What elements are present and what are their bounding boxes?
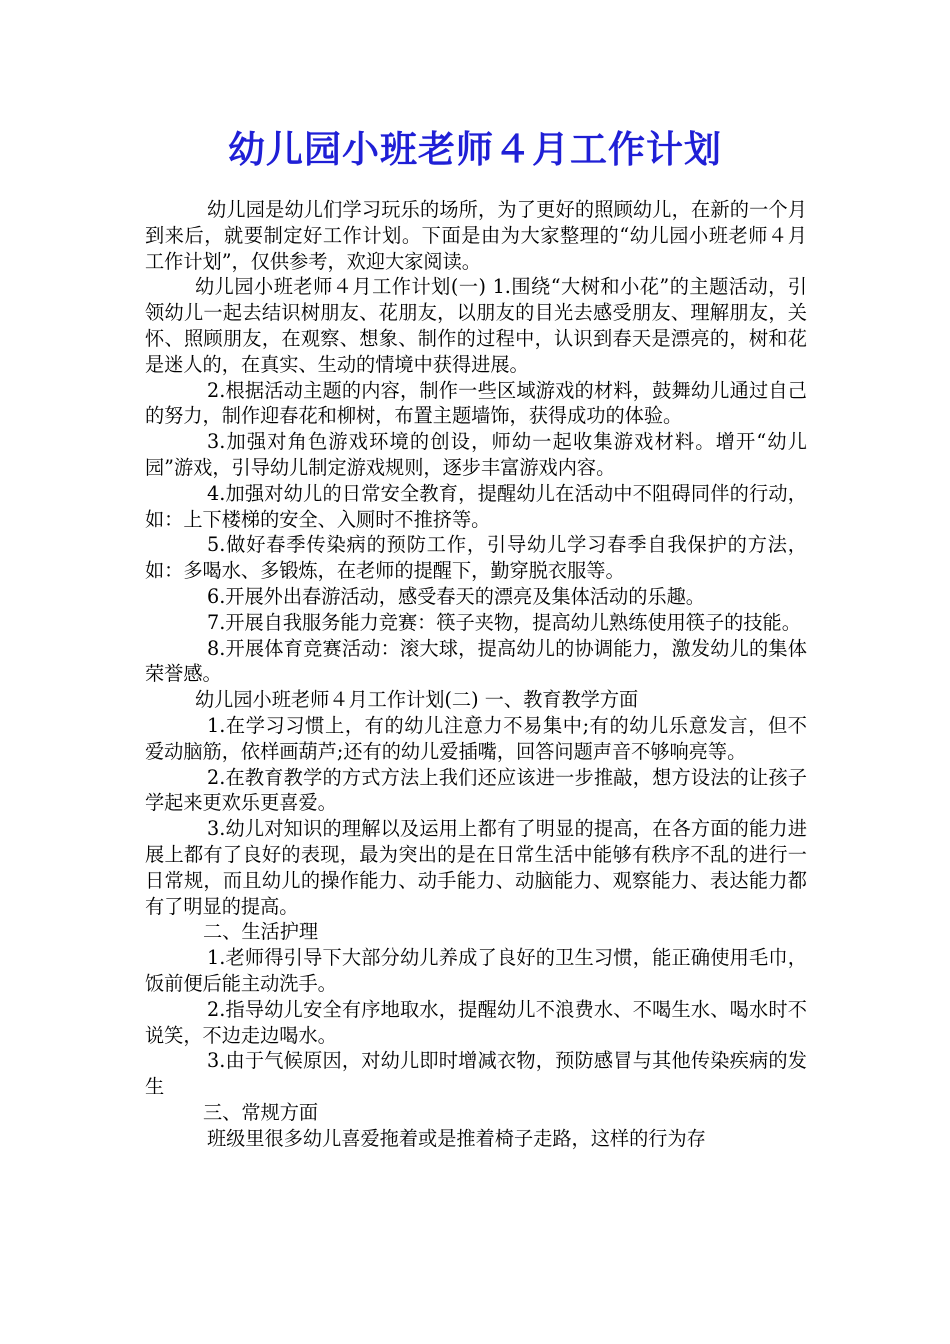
paragraph-plan-one-item-7: 7.开展自我服务能力竞赛：筷子夹物，提高幼儿熟练使用筷子的技能。 <box>207 610 801 634</box>
paragraph-plan-one-item-5: 5.做好春季传染病的预防工作，引导幼儿学习春季自我保护的方法，如：多喝水、多锻炼，在老师的提醒下，勤穿脱衣服等。 <box>145 533 807 583</box>
heading-life-care: 二、生活护理 <box>203 920 319 944</box>
document-title: 幼儿园小班老师４月工作计划 <box>228 127 722 171</box>
paragraph-plan-one-item-1: 幼儿园小班老师４月工作计划(一) 1.围绕“大树和小花”的主题活动，引领幼儿一起去结识树朋友、花朋友，以朋友的目光去感受朋友、理解朋友，关怀、照顾朋友，在观察、想象、制作的过程中，认识到春天是漂亮的，树和花是迷人的，在真实、生动的情境中获得进展。 <box>145 275 807 376</box>
paragraph-teaching-item-3: 3.幼儿对知识的理解以及运用上都有了明显的提高，在各方面的能力进展上都有了良好的表现，最为突出的是在日常生活中能够有秩序不乱的进行一日常规，而且幼儿的操作能力、动手能力、动脑能力、观察能力、表达能力都有了明显的提高。 <box>145 817 807 918</box>
paragraph-routine-1: 班级里很多幼儿喜爱拖着或是推着椅子走路，这样的行为存 <box>207 1126 706 1150</box>
heading-plan-two-teaching: 幼儿园小班老师４月工作计划(二) 一、教育教学方面 <box>195 688 639 712</box>
paragraph-life-care-item-2: 2.指导幼儿安全有序地取水，提醒幼儿不浪费水、不喝生水、喝水时不说笑，不边走边喝水。 <box>145 997 807 1047</box>
paragraph-teaching-item-1: 1.在学习习惯上，有的幼儿注意力不易集中;有的幼儿乐意发言，但不爱动脑筋，依样画葫芦;还有的幼儿爱插嘴，回答问题声音不够响亮等。 <box>145 713 807 763</box>
paragraph-plan-one-item-8: 8.开展体育竞赛活动：滚大球，提高幼儿的协调能力，激发幼儿的集体荣誉感。 <box>145 636 807 686</box>
paragraph-life-care-item-1: 1.老师得引导下大部分幼儿养成了良好的卫生习惯，能正确使用毛巾，饭前便后能主动洗手。 <box>145 946 807 995</box>
paragraph-intro: 幼儿园是幼儿们学习玩乐的场所，为了更好的照顾幼儿，在新的一个月到来后，就要制定好工作计划。下面是由为大家整理的“幼儿园小班老师４月工作计划”，仅供参考，欢迎大家阅读。 <box>145 198 807 273</box>
heading-routine: 三、常规方面 <box>203 1100 319 1124</box>
paragraph-plan-one-item-4: 4.加强对幼儿的日常安全教育，提醒幼儿在活动中不阻碍同伴的行动，如：上下楼梯的安全、入厕时不推挤等。 <box>145 481 807 531</box>
paragraph-teaching-item-2: 2.在教育教学的方式方法上我们还应该进一步推敲，想方设法的让孩子学起来更欢乐更喜爱。 <box>145 765 807 815</box>
document-body <box>145 197 807 1151</box>
paragraph-plan-one-item-6: 6.开展外出春游活动，感受春天的漂亮及集体活动的乐趣。 <box>207 584 705 608</box>
paragraph-plan-one-item-2: 2.根据活动主题的内容，制作一些区域游戏的材料，鼓舞幼儿通过自己的努力，制作迎春花和柳树，布置主题墙饰，获得成功的体验。 <box>145 378 807 428</box>
paragraph-life-care-item-3: 3.由于气候原因，对幼儿即时增减衣物，预防感冒与其他传染疾病的发生 <box>145 1049 807 1099</box>
paragraph-plan-one-item-3: 3.加强对角色游戏环境的创设，师幼一起收集游戏材料。增开“幼儿园”游戏，引导幼儿制定游戏规则，逐步丰富游戏内容。 <box>145 430 807 479</box>
